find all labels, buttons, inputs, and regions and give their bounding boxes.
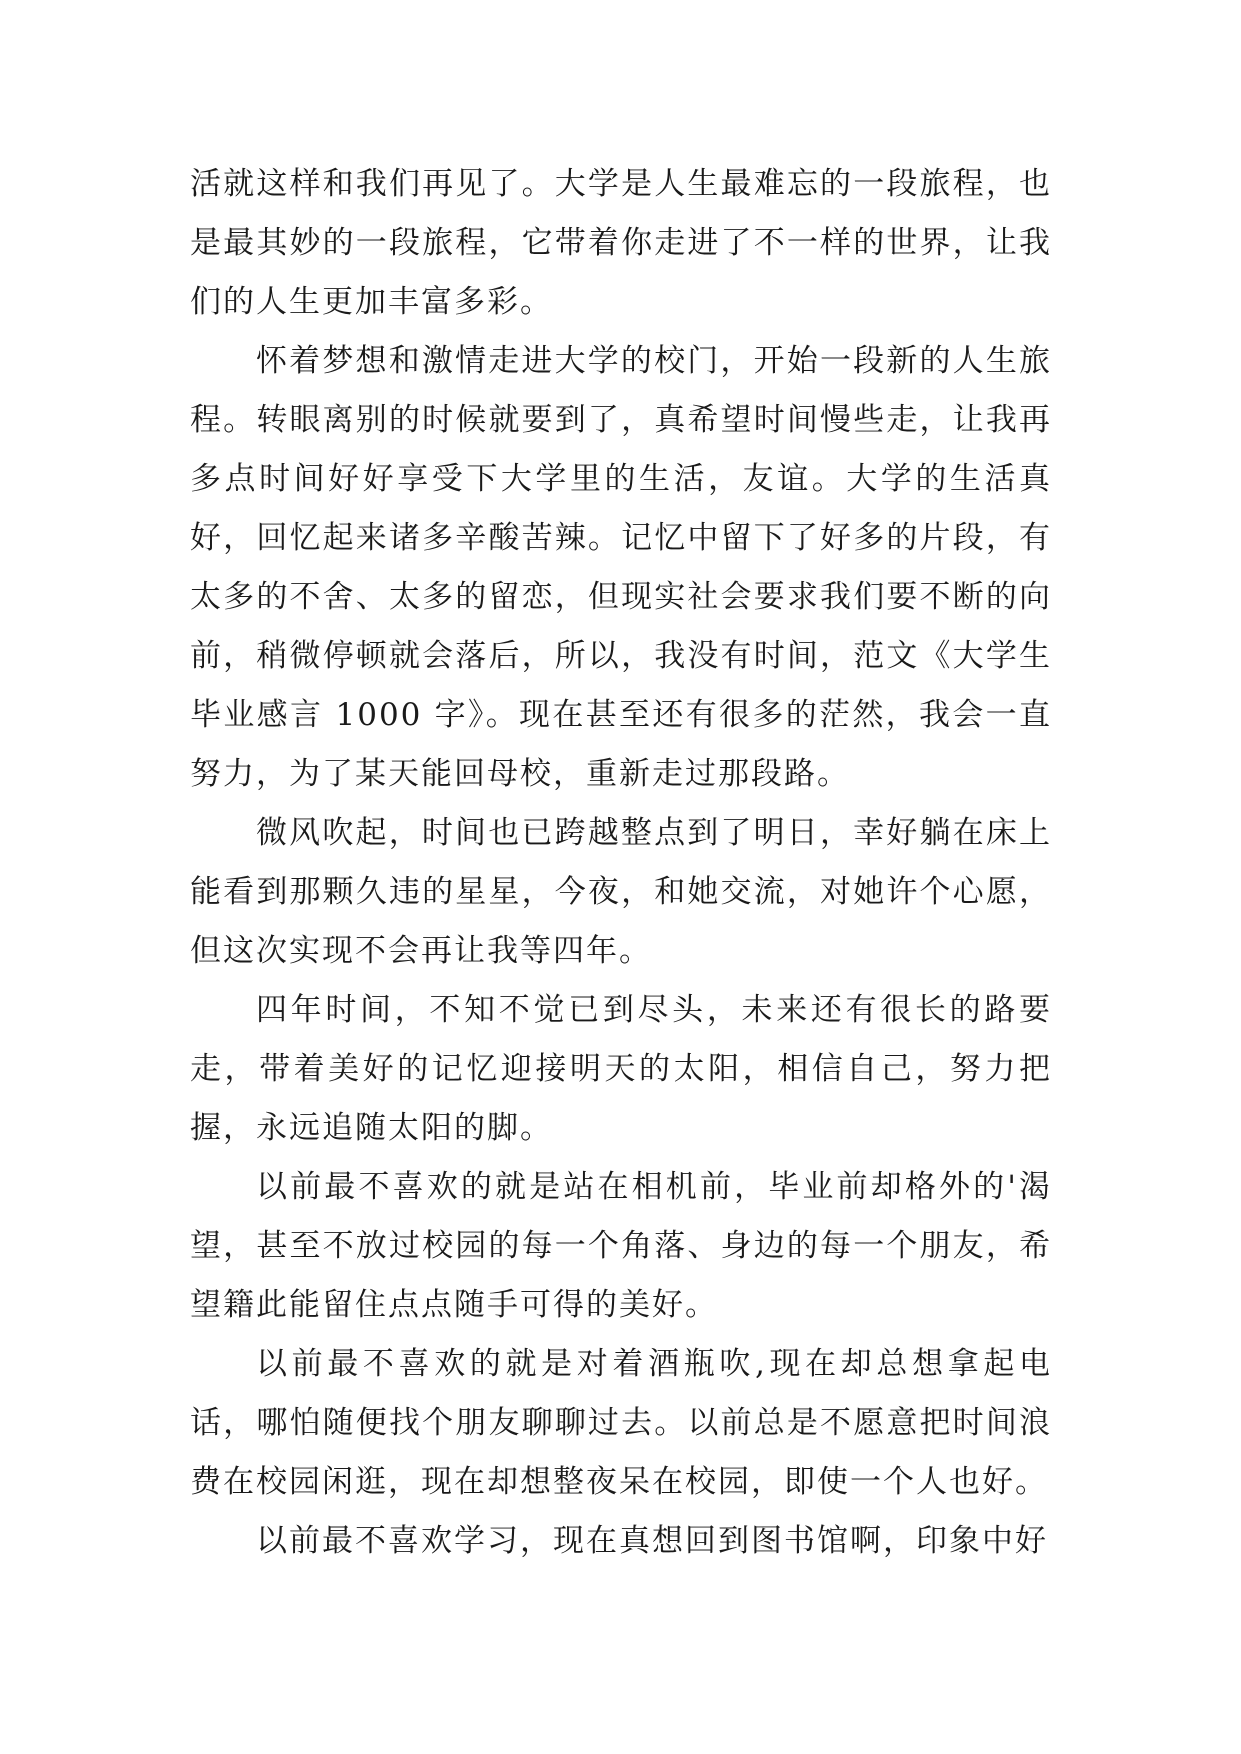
paragraph-3: 微风吹起，时间也已跨越整点到了明日，幸好躺在床上能看到那颗久违的星星，今夜，和她交流，对她许个心愿，但这次实现不会再让我等四年。 (190, 815, 1052, 969)
paragraph-7: 以前最不喜欢学习，现在真想回到图书馆啊，印象中好 (256, 1523, 1048, 1559)
document-body (190, 155, 1052, 1571)
paragraph-1: 活就这样和我们再见了。大学是人生最难忘的一段旅程，也是最其妙的一段旅程，它带着你走进了不一样的世界，让我们的人生更加丰富多彩。 (190, 166, 1052, 320)
paragraph-2: 怀着梦想和激情走进大学的校门，开始一段新的人生旅程。转眼离别的时候就要到了，真希望时间慢些走，让我再多点时间好好享受下大学里的生活，友谊。大学的生活真好，回忆起来诸多辛酸苦辣。记忆中留下了好多的片段，有太多的不舍、太多的留恋，但现实社会要求我们要不断的向前，稍微停顿就会落后，所以，我没有时间，范文《大学生毕业感言 1000 字》。现在甚至还有很多的茫然，我会一直努力，为了某天能回母校，重新走过那段路。 (190, 343, 1052, 792)
paragraph-4: 四年时间，不知不觉已到尽头，未来还有很长的路要走，带着美好的记忆迎接明天的太阳，相信自己，努力把握，永远追随太阳的脚。 (190, 992, 1052, 1146)
paragraph-6: 以前最不喜欢的就是对着酒瓶吹,现在却总想拿起电话，哪怕随便找个朋友聊聊过去。以前总是不愿意把时间浪费在校园闲逛，现在却想整夜呆在校园，即使一个人也好。 (190, 1346, 1052, 1500)
paragraph-5: 以前最不喜欢的就是站在相机前，毕业前却格外的'渴望，甚至不放过校园的每一个角落、身边的每一个朋友，希望籍此能留住点点随手可得的美好。 (190, 1169, 1052, 1323)
